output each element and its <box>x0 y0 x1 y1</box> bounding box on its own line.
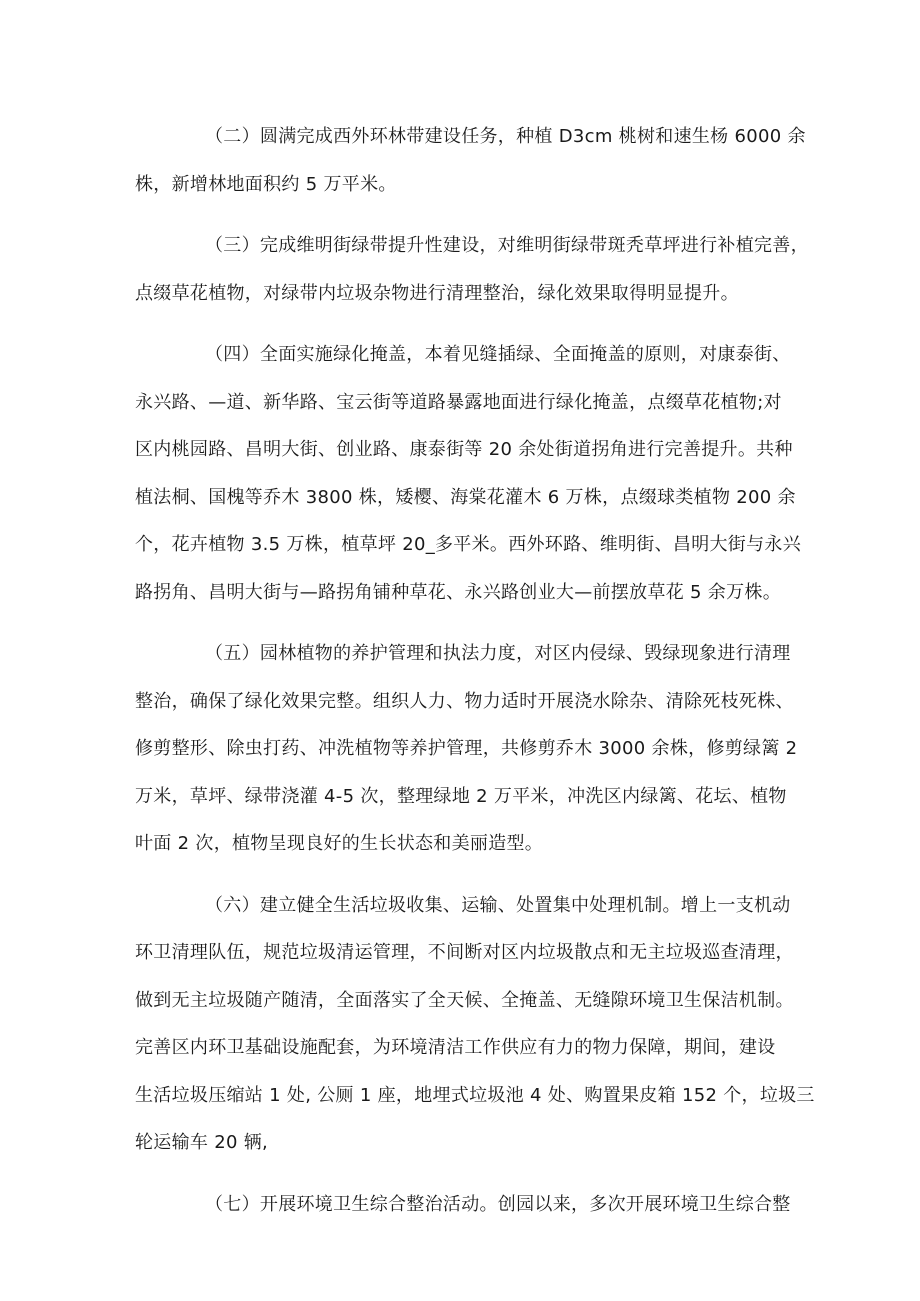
text-line: （五）园林植物的养护管理和执法力度，对区内侵绿、毁绿现象进行清理 <box>205 643 791 664</box>
text-line: 做到无主垃圾随产随清，全面落实了全天候、全掩盖、无缝隙环境卫生保洁机制。 <box>135 989 794 1011</box>
text-line: （三）完成维明街绿带提升性建设，对维明街绿带斑秃草坪进行补植完善， <box>205 235 809 256</box>
paragraph <box>135 630 798 868</box>
text-line: 植法桐、国槐等乔木 3800 株，矮樱、海棠花灌木 6 万株，点缀球类植物 200 余 <box>135 486 796 508</box>
text-line: 个，花卉植物 3.5 万株，植草坪 20_多平米。西外环路、维明街、昌明大街与永兴 <box>135 534 801 555</box>
text-line: 万米，草坪、绿带浇灌 4-5 次，整理绿地 2 万平米，冲洗区内绿篱、花坛、植物 <box>135 785 787 807</box>
text-line: （六）建立健全生活垃圾收集、运输、处置集中处理机制。增上一支机动 <box>205 894 791 916</box>
text-line: 完善区内环卫基础设施配套，为环境清洁工作供应有力的物力保障，期间，建设 <box>135 1037 776 1058</box>
text-line: 永兴路、—道、新华路、宝云街等道路暴露地面进行绿化掩盖，点缀草花植物;对 <box>135 391 782 413</box>
text-line: 点缀草花植物，对绿带内垃圾杂物进行清理整治，绿化效果取得明显提升。 <box>135 282 739 304</box>
text-line: 整治，确保了绿化效果完整。组织人力、物力适时开展浇水除杂、清除死枝死株、 <box>135 690 794 712</box>
text-line: 生活垃圾压缩站 1 处, 公厕 1 座，地埋式垃圾池 4 处、购置果皮箱 152 个，垃圾三 <box>135 1084 815 1106</box>
text-line: 株，新增林地面积约 5 万平米。 <box>135 173 397 195</box>
paragraph <box>135 1181 795 1229</box>
text-line: 路拐角、昌明大街与—路拐角铺种草花、永兴路创业大—前摆放草花 5 余万株。 <box>135 581 781 603</box>
text-line: （二）圆满完成西外环林带建设任务，种植 D3cm 桃树和速生杨 6000 余 <box>205 126 806 147</box>
paragraph <box>135 882 815 1167</box>
document-body <box>135 113 815 1242</box>
paragraph <box>135 113 806 208</box>
text-line: （四）全面实施绿化掩盖，本着见缝插绿、全面掩盖的原则，对康泰街、 <box>205 344 791 365</box>
paragraph <box>135 331 801 616</box>
paragraph <box>135 222 809 317</box>
text-line: 轮运输车 20 辆, <box>135 1132 269 1153</box>
text-line: 环卫清理队伍，规范垃圾清运管理，不间断对区内垃圾散点和无主垃圾巡查清理， <box>135 942 794 963</box>
text-line: 区内桃园路、昌明大街、创业路、康泰街等 20 余处街道拐角进行完善提升。共种 <box>135 439 793 460</box>
text-line: （七）开展环境卫生综合整治活动。创园以来，多次开展环境卫生综合整 <box>205 1193 791 1215</box>
text-line: 修剪整形、除虫打药、冲洗植物等养护管理，共修剪乔木 3000 余株，修剪绿篱 2 <box>135 738 798 759</box>
text-line: 叶面 2 次，植物呈现良好的生长状态和美丽造型。 <box>135 833 544 854</box>
